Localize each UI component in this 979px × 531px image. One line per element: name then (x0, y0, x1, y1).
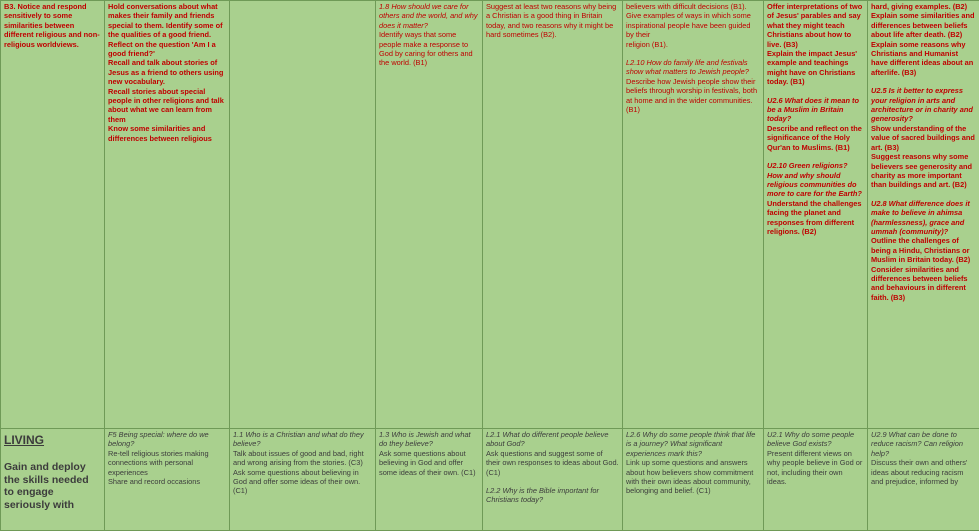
unit-question: L2.1 What do different people believe about God? (486, 430, 619, 449)
table-cell (105, 429, 230, 531)
table-cell (376, 1, 483, 429)
table-cell (623, 429, 764, 531)
cell-text: Identify ways that some people make a response to God by caring for others and the world. (B1) (379, 30, 479, 68)
table-cell (1, 1, 105, 429)
cell-text: Suggest at least two reasons why being a Christian is a good thing in Britain today, and two reasons why it might be hard sometimes (B2). (486, 2, 619, 40)
cell-text: Show understanding of the value of sacred buildings and art. (B3) Suggest reasons why some believers see generosity and charity as more important than buildings and art. (B2) (871, 124, 976, 190)
unit-question: L2.6 Why do some people think that life is a journey? What significant experiences mark this? (626, 430, 760, 458)
table-cell (230, 1, 376, 429)
unit-question: U2.8 What difference does it make to believe in ahimsa (harmlessness), grace and ummah (community)? (871, 199, 976, 237)
cell-text: Present different views on why people believe in God or not, including their own ideas. (767, 449, 864, 487)
cell-text: Hold conversations about what makes their family and friends special to them. Identify some of the qualities of a good friend. Reflect on the question 'Am I a good friend?' Recall and talk about stories of Jesus as a friend to others using new vocabulary. Recall stories about special people in other religions and talk about what we can learn from them Know some similarities and differences between religious (108, 2, 226, 143)
unit-question: 1.8 How should we care for others and the world, and why does it matter? (379, 2, 479, 30)
cell-text: believers with difficult decisions (B1). Give examples of ways in which some inspirational people have been guided by their religion (B1). (626, 2, 760, 49)
cell-text: hard, giving examples. (B2) Explain some similarities and differences between beliefs about life after death. (B2) Explain some reasons why Christians and Humanist have different ideas about an afterlife. (B3) (871, 2, 976, 77)
table-cell (623, 1, 764, 429)
cell-text: Ask some questions about believing in God and offer some ideas of their own. (C1) (379, 449, 479, 477)
cell-text: Discuss their own and others' ideas about reducing racism and prejudice, informed by (871, 458, 976, 486)
table-cell (483, 1, 623, 429)
strand-heading-cell (1, 429, 105, 531)
cell-text: Outline the challenges of being a Hindu, Christians or Muslim in Britain today. (B2) Consider similarities and differences between beliefs and behaviours in different faith. (B3) (871, 236, 976, 302)
cell-text: Talk about issues of good and bad, right and wrong arising from the stories. (C3) Ask some questions about believing in God and offer some ideas of their own. (C1) (233, 449, 372, 496)
unit-question: U2.6 What does it mean to be a Muslim in Britain today? (767, 96, 864, 124)
cell-text: Understand the challenges facing the planet and responses from different religions. (B2) (767, 199, 864, 237)
unit-question: L2.10 How do family life and festivals show what matters to Jewish people? (626, 58, 760, 77)
cell-text: Link up some questions and answers about how believers show commitment with their own ideas about community, belonging and belief. (C1) (626, 458, 760, 496)
table-row (1, 1, 979, 429)
unit-question: U2.1 Why do some people believe God exists? (767, 430, 864, 449)
table-cell (764, 429, 868, 531)
strand-title: LIVING (4, 433, 101, 447)
cell-text: Describe how Jewish people show their beliefs through worship in festivals, both at home and in the wider communities. (B1) (626, 77, 760, 115)
table-cell (230, 429, 376, 531)
unit-question: L2.2 Why is the Bible important for Christians today? (486, 486, 619, 505)
table-cell (868, 1, 979, 429)
table-cell (376, 429, 483, 531)
strand-subtitle: Gain and deploy the skills needed to engage seriously with (4, 461, 101, 511)
unit-question: F5 Being special: where do we belong? (108, 430, 226, 449)
cell-text: Describe and reflect on the significance of the Holy Qur'an to Muslims. (B1) (767, 124, 864, 152)
cell-text: Ask questions and suggest some of their own responses to ideas about God. (C1) (486, 449, 619, 477)
unit-question: U2.10 Green religions? How and why should religious communities do more to care for the Earth? (767, 161, 864, 199)
unit-question: 1.1 Who is a Christian and what do they believe? (233, 430, 372, 449)
unit-question: 1.3 Who is Jewish and what do they believe? (379, 430, 479, 449)
cell-text: Offer interpretations of two of Jesus' parables and say what they might teach Christians about how to live. (B3) Explain the impact Jesus' example and teachings might have on Christians today. (B1) (767, 2, 864, 87)
table-cell (105, 1, 230, 429)
unit-question: U2.9 What can be done to reduce racism? Can religion help? (871, 430, 976, 458)
cell-text: B3. Notice and respond sensitively to some similarities between different religious and non-religious worldviews. (4, 2, 101, 49)
unit-question: U2.5 Is it better to express your religion in arts and architecture or in charity and generosity? (871, 86, 976, 124)
cell-text: Re-tell religious stories making connections with personal experiences Share and record occasions (108, 449, 226, 487)
table-cell (483, 429, 623, 531)
table-cell (764, 1, 868, 429)
table-cell (868, 429, 979, 531)
table-row (1, 429, 979, 531)
